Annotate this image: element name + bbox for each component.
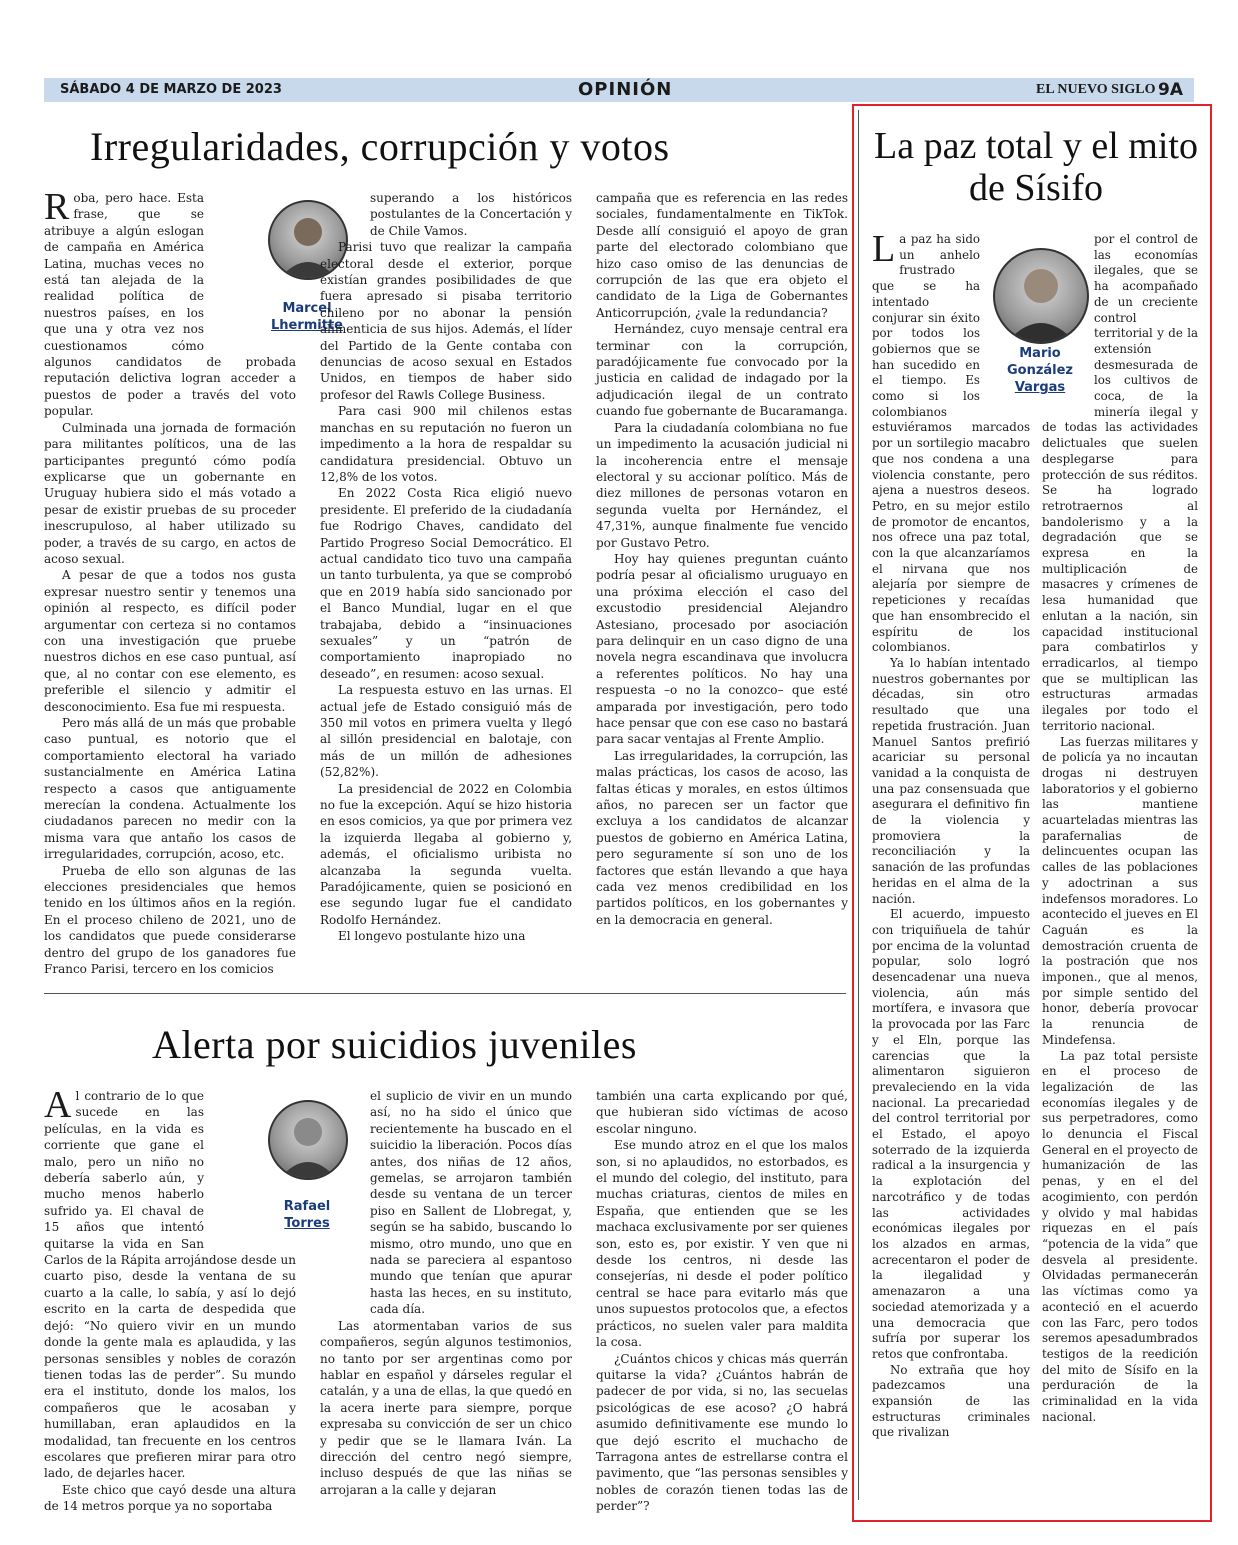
author-first-name: Marcel	[282, 301, 332, 316]
article2-column-1	[44, 1084, 296, 1514]
article1-title: Irregularidades, corrupción y votos	[90, 124, 670, 169]
highlight-box	[852, 104, 1212, 1522]
article-paragraph: La presidencial de 2022 en Colombia no fue la excepción. Aquí se hizo historia en esos comicios, ya que por primera vez la izquierda llegaba al gobierno y, además, el oficialismo uribista no alcanzaba la segunda vuelta. Paradójicamente, quien se posicionó en ese segundo lugar fue el candidato Rodolfo Hernández.	[320, 781, 572, 927]
article-paragraph: Las irregularidades, la corrupción, las malas prácticas, los casos de acoso, las faltas éticas y morales, en estos últimos años, no parecen ser un factor que excluya a los candidatos de alcanzar puestos de gobierno en América Latina, pero seguramente sí son uno de los factores que están llevando a que haya cada vez menos credibilidad en los partidos políticos, en los gobernantes y en la democracia en general.	[596, 748, 848, 927]
page-number: 9A	[1158, 80, 1183, 100]
article-paragraph: Para casi 900 mil chilenos estas manchas en su reputación no fueron un impedimento a la hora de respaldar su candidatura presidencial. Obtuvo un 12,8% de los votos.	[320, 404, 572, 484]
article-paragraph: Las fuerzas militares y de policía ya no incautan drogas ni destruyen laboratorios y el gobierno las mantiene acuarteladas mientras las parafernalias de delincuentes ocupan las calles de las poblaciones y adoctrinan a sus indefensos moradores. Lo acontecido el jueves en El Caguán es la demostración cruenta de la postración que nos imponen., que al menos, por simple sentido del honor, debería provocar la renuncia de Mindefensa.	[1042, 734, 1198, 1047]
article-paragraph: Las atormentaban varios de sus compañeros, según algunos testimonios, no tanto por ser argentinas como por hablar en español y dárseles regular el catalán, y a una de ellas, la que quedó en la acera inerte para siempre, porque expresaba su convicción de ser un chico y pedir que se le llamara Iván. La dirección del centro negó siempre, incluso después de que las niñas se arrojaran a la calle y dejaran	[320, 1318, 572, 1497]
article-paragraph: Pero más allá de un más que probable caso puntual, es notorio que el comportamiento electoral ha variado sustancialmente en América Latina respecto a casos que antiguamente merecían la condena. Actualmente los ciudadanos parecen no medir con la misma vara que antaño los casos de irregularidades, corrupción, acoso, etc.	[44, 716, 296, 862]
article-paragraph: oba, pero hace. Esta frase, que se atribuye a algún eslogan de campaña en América Latina, muchas veces no está tan alejada de la realidad política de nuestros países, en los que una y otra vez nos cuestionamos cómo algunos candidatos de probada reputación delictiva logran acceder a puestos de poder a través del voto popular.	[44, 191, 296, 419]
header-section: OPINIÓN	[578, 79, 673, 100]
author-last-name: Lhermitte	[270, 318, 343, 333]
article3-title: La paz total y el mito de Sísifo	[874, 125, 1198, 209]
article-paragraph: Culminada una jornada de formación para militantes políticos, una de las participantes preguntó cómo podía explicarse que un gobernante en Uruguay hubiera sido el más votado a pesar de existir pruebas de su proceder inescrupuloso, al haber utilizado su poder, a través de su cargo, en actos de acoso sexual.	[44, 420, 296, 566]
author-first-name: Mario	[1019, 346, 1061, 361]
author-second-last-name: Vargas	[1014, 380, 1066, 395]
article-paragraph: El acuerdo, impuesto con triquiñuela de tahúr por encima de la voluntad popular, solo logró desencadenar una nueva violencia, aún más mortífera, e invasora que la provocada por las Farc y el Eln, porque las carencias que la alimentaron siguieron prevaleciendo en la vida nacional. La precariedad del control territorial por el Estado, el apoyo soterrado de la izquierda radical a la insurgencia y la explotación del narcotráfico y de todas las actividades económicas ilegales por los alzados en armas, acrecentaron el poder de la ilegalidad y amenazaron a una sociedad atemorizada y a una democracia que sufría por superar los retos que confrontaba.	[872, 907, 1030, 1361]
article-paragraph: Este chico que cayó desde una altura de 14 metros porque ya no soportaba	[44, 1482, 296, 1514]
article-paragraph: El longevo postulante hizo una	[338, 929, 526, 944]
author-last-name: Torres	[284, 1216, 330, 1231]
article1-column-1	[44, 186, 296, 977]
publication-name: EL NUEVO SIGLO	[1036, 82, 1156, 97]
article-paragraph: A pesar de que a todos nos gusta expresar nuestro sentir y tenemos una opinión al respecto, es difícil poder argumentar con certeza si no contamos con una investigación que pruebe nuestros dichos en ese caso puntual, así que, al no contar con ese elemento, es preferible el silencio y admitir el desconocimiento. Esa fue mi respuesta.	[44, 568, 296, 714]
article-paragraph: el suplicio de vivir en un mundo así, no ha sido el único que recientemente ha buscado en el suicidio la liberación. Pocos días antes, dos niñas de 12 años, gemelas, se arrojaron también desde su ventana de un tercer piso en Sallent de Llobregat, y, según se ha sabido, buscando lo mismo, otro mundo, uno que en nada se pareciera al espantoso mundo que tenían que apurar hasta las heces, en su instituto, cada día.	[370, 1089, 572, 1317]
article-paragraph: l contrario de lo que sucede en las películas, en la vida es corriente que gane el malo, pero un niño no debería saberlo aún, y mucho menos haberlo sufrido ya. El chaval de 15 años que intentó quitarse la vida en San Carlos de la Rápita arrojándose desde un cuarto piso, desde la ventana de su cuarto a la calle, lo sabía, y así lo dejó escrito en la carta de despedida que dejó: “No quiero vivir en un mundo donde la gente mala es aplaudida, y las personas sensibles y nobles de corazón tienen todas las de perder”. Su mundo era el instituto, donde los malos, los compañeros que le acosaban y humillaban, eran aplaudidos en la modalidad, tan frecuente en los centros escolares que prefieren mirar para otro lado, de dejarles hacer.	[44, 1089, 296, 1481]
article-paragraph: ¿Cuántos chicos y chicas más querrán quitarse la vida? ¿Cuántos habrán de padecer de por vida, si no, las secuelas psicológicas de ese acoso? ¿O habrá asumido definitivamente ese mundo lo que dejó escrito el muchacho de Tarragona antes de estrellarse contra el pavimento, que “las personas sensibles y nobles de corazón tienen todas las de perder”?	[596, 1351, 848, 1514]
article-paragraph: por el control de las economías ilegales, que se ha acompañado de un creciente control territorial y de la extensión desmesurada de los cultivos de coca, de la minería ilegal y de todas las actividades delictuales que suelen desplegarse para protección de sus réditos. Se ha logrado retrotraernos al bandolerismo y a la degradación que se expresa en la multiplicación de masacres y crímenes de lesa humanidad que enlutan a la nación, sin capacidad institucional para combatirlos y erradicarlos, al tiempo que se multiplican las estructuras armadas ilegales por todo el territorio nacional.	[1042, 232, 1198, 733]
article2-title: Alerta por suicidios juveniles	[152, 1022, 637, 1067]
article-paragraph: Ese mundo atroz en el que los malos son, si no aplaudidos, no estorbados, es el mundo del colegio, del instituto, para muchas criaturas, cientos de miles en España, que entienden que se les machaca exclusivamente por ser quienes son, esto es, por existir. Y ven que ni desde los centros, ni desde las consejerías, ni desde el poder político central se hace para evitarlo más que unos supuestos protocolos que, a efectos prácticos, no suelen valer para maldita la cosa.	[596, 1138, 848, 1350]
author-first-name: Rafael	[283, 1199, 331, 1214]
article-paragraph: campaña que es referencia en las redes sociales, fundamentalmente en TikTok. Desde allí consiguió el apoyo de gran parte del electorado colombiano que hizo caso omiso de las denuncias de corrupción de las que era objeto el candidato de la Liga de Gobernantes Anticorrupción, ¿vale la redundancia?	[596, 191, 848, 320]
article1-column-3	[596, 190, 848, 970]
header-date: SÁBADO 4 DE MARZO DE 2023	[60, 82, 282, 97]
article-paragraph: a paz ha sido un anhelo frustrado que se ha intentado conjurar sin éxito por todos los gobiernos que se han sucedido en el tiempo. Es como si los colombianos estuviéramos marcados por un sortilegio macabro que nos condena a una violencia constante, pero ajena a nuestros deseos. Petro, en su mejor estilo de promotor de encantos, nos ofrece una paz total, con la que alcanzaríamos el nirvana que nos alejaría por siempre de repeticiones y recaídas que han ensombrecido el espíritu de los colombianos.	[872, 232, 1030, 655]
article-paragraph: también una carta explicando por qué, que hubieran sido víctimas de acoso escolar ninguno.	[596, 1089, 848, 1136]
article-paragraph: Ya lo habían intentado nuestros gobernantes por décadas, sin otro resultado que una repetida frustración. Juan Manuel Santos prefirió acariciar su personal vanidad a la conquista de una paz consensuada que asegurara el definitivo fin de la violencia y promoviera la reconciliación y la sanación de las profundas heridas en el alma de la nación.	[872, 655, 1030, 906]
article-paragraph: Parisi tuvo que realizar la campaña electoral desde el exterior, porque existían grandes posibilidades de que fuera apresado si pisaba territorio chileno por no abonar la pensión alimenticia de sus hijos. Además, el líder del Partido de la Gente contaba con denuncias de acoso sexual en Estados Unidos, en tiempos de haber sido profesor del Rawls College Business.	[320, 240, 572, 402]
article2-column-3	[596, 1088, 848, 1514]
article-paragraph: Para la ciudadanía colombiana no fue un impedimento la acusación judicial ni la incoherencia entre el mensaje electoral y su accionar político. Más de diez millones de personas votaron en segunda vuelta por Hernández, el 47,31%, aunque finalmente fue vencido por Gustavo Petro.	[596, 420, 848, 550]
author-last-name: González	[1006, 363, 1074, 378]
section-divider	[44, 993, 846, 994]
article1-column-2	[320, 190, 572, 970]
article2-column-2	[320, 1088, 572, 1508]
article-paragraph: superando a los históricos postulantes de la Concertación y de Chile Vamos.	[370, 191, 572, 238]
article-paragraph: No extraña que hoy padezcamos una expansión de las estructuras criminales que rivalizan	[872, 1362, 1030, 1440]
drop-cap: R	[44, 186, 70, 228]
article-paragraph: Prueba de ello son algunas de las elecciones presidenciales que hemos tenido en los últimos años en la región. En el proceso chileno de 2021, uno de los candidatos que puede considerarse dentro del grupo de los ganadores fue Franco Parisi, tercero en los comicios	[44, 863, 296, 977]
drop-cap: A	[44, 1084, 72, 1126]
article-paragraph: En 2022 Costa Rica eligió nuevo presidente. El preferido de la ciudadanía fue Rodrigo Chaves, candidato del Partido Progreso Social Democrático. El actual candidato tico tuvo una campaña un tanto turbulenta, ya que se comprobó que en 2019 había sido sancionado por el Banco Mundial, lugar en el que trabajaba, debido a “insinuaciones sexuales” y un “patrón de comportamiento inapropiado no deseado”, en resumen: acoso sexual.	[320, 486, 572, 681]
drop-cap: L	[872, 228, 896, 270]
article-paragraph: Hernández, cuyo mensaje central era terminar con la corrupción, paradójicamente fue convocado por la justicia en calidad de indagado por la adjudicación ilegal de un contrato cuando fue gobernante de Bucaramanga.	[596, 322, 848, 419]
article-paragraph: Hoy hay quienes preguntan cuánto podría pesar al oficialismo uruguayo en una próxima elección el caso del excustodio presidencial Alejandro Astesiano, procesado por asociación para delinquir en un caso digno de una novela negra escandinava que involucra a referentes políticos. No hay una respuesta –o no la conozco– que esté amparada por investigación, pero todo hace pensar que con ese caso no bastará para sacar ventajas al Frente Amplio.	[596, 551, 848, 747]
article-paragraph: La respuesta estuvo en las urnas. El actual jefe de Estado consiguió más de 350 mil votos en primera vuelta y llegó al sillón presidencial en balotaje, con más de un millón de adhesiones (52,82%).	[320, 683, 572, 780]
article-paragraph: La paz total persiste en el proceso de legalización de las economías ilegales y de sus perpetradores, como lo denuncia el Fiscal General en el proyecto de humanización de las penas, y en el del acogimiento, con perdón y olvido y mal habidas riquezas en el país “potencia de la vida” que desvela al presidente. Olvidadas permanecerán las víctimas como ya aconteció en el acuerdo con las Farc, pero todos seremos apesadumbrados testigos de la reedición del mito de Sísifo en la perduración de la criminalidad en la vida nacional.	[1042, 1048, 1198, 1424]
